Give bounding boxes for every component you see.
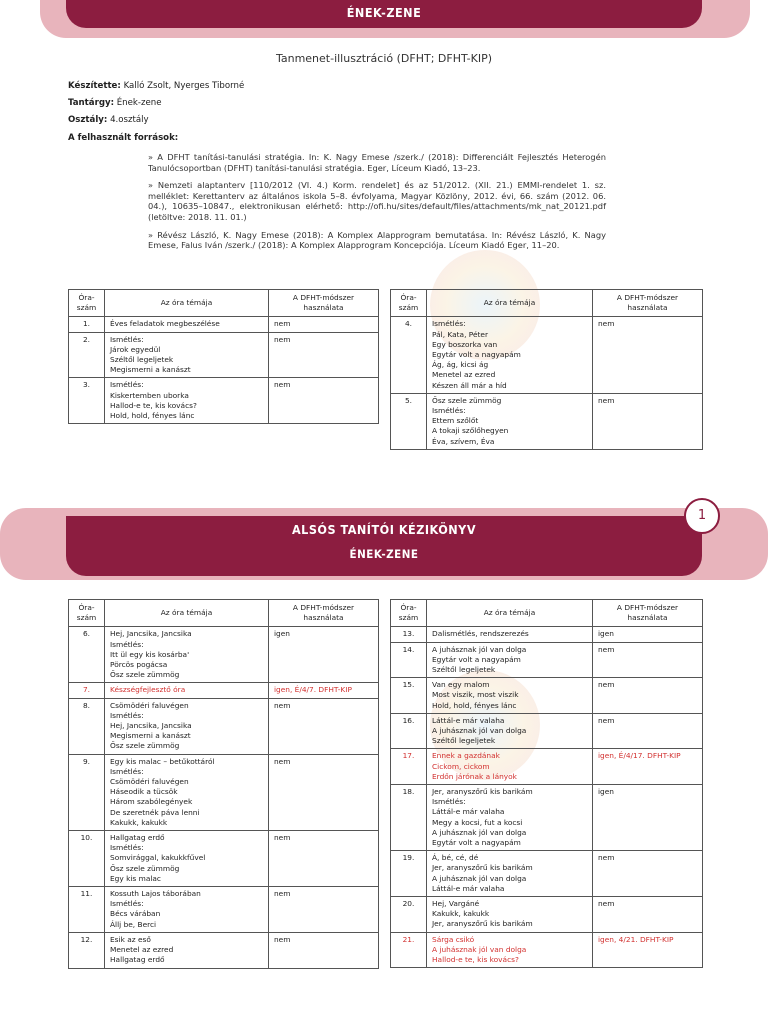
- lesson-number: 2.: [69, 332, 105, 378]
- table-row: [391, 713, 703, 749]
- table-row: [69, 831, 379, 887]
- lesson-number: 21.: [391, 932, 427, 968]
- table-row: [69, 332, 379, 378]
- header-subject-top: [66, 0, 702, 28]
- dfht-method: nem: [593, 897, 703, 933]
- lesson-topic: Ismétlés: Pál, Kata, Péter Egy boszorka van Egytár volt a nagyapám Ág, ág, kicsi ág Menetel az ezred Készen áll már a híd: [427, 317, 593, 393]
- table-row: [69, 683, 379, 698]
- table-row: [69, 698, 379, 754]
- lesson-number: 13.: [391, 627, 427, 642]
- dfht-method: nem: [269, 317, 379, 332]
- header-bottom: [66, 516, 702, 576]
- source-item: » A DFHT tanítási-tanulási stratégia. In: K. Nagy Emese /szerk./ (2018): Differenciált Fejlesztés Heterogén Tanulócsoportban (DFHT) tanítási-tanulási stratégia. Eger, Líceum Kiadó, 13–23.: [148, 152, 606, 173]
- lesson-topic: Jer, aranyszőrű kis barikám Ismétlés: Láttál-e már valaha Megy a kocsi, fut a kocsi A juhásznak jól van dolga Egytár volt a nagyapám: [427, 785, 593, 851]
- lesson-topic: Hallgatag erdő Ismétlés: Somvirággal, kakukkfűvel Ősz szele zümmög Egy kis malac: [105, 831, 269, 887]
- lesson-number: 16.: [391, 713, 427, 749]
- table-row: [69, 887, 379, 933]
- dfht-method: nem: [593, 642, 703, 678]
- lesson-topic: Sárga csikó A juhásznak jól van dolga Hallod-e te, kis kovács?: [427, 932, 593, 968]
- meta-author: [68, 81, 244, 91]
- table-row: [391, 897, 703, 933]
- header-lesson-topic: Az óra témája: [105, 600, 269, 627]
- lesson-number: 7.: [69, 683, 105, 698]
- header-dfht-method: A DFHT-módszer használata: [269, 290, 379, 317]
- dfht-method: igen, É/4/17. DFHT-KIP: [593, 749, 703, 785]
- header-lesson-topic: Az óra témája: [427, 290, 593, 317]
- table-header-row: [391, 600, 703, 627]
- table-row: [69, 627, 379, 683]
- dfht-method: nem: [593, 393, 703, 449]
- lesson-topic: Hej, Vargáné Kakukk, kakukk Jer, aranyszőrű kis barikám: [427, 897, 593, 933]
- lesson-topic: Ennek a gazdának Cickom, cickom Erdőn járónak a lányok: [427, 749, 593, 785]
- lesson-number: 11.: [69, 887, 105, 933]
- lesson-topic: Van egy malom Most viszik, most viszik Hold, hold, fényes lánc: [427, 678, 593, 714]
- subject-title: ÉNEK-ZENE: [349, 547, 419, 561]
- lesson-number: 3.: [69, 378, 105, 424]
- meta-class-label: Osztály:: [68, 115, 108, 125]
- lesson-number: 18.: [391, 785, 427, 851]
- table-row: [391, 851, 703, 897]
- table-header-row: [69, 600, 379, 627]
- lesson-topic: Ősz szele zümmög Ismétlés: Ettem szőlőt A tokaji szőlőhegyen Éva, szívem, Éva: [427, 393, 593, 449]
- dfht-method: nem: [269, 887, 379, 933]
- lesson-topic: Á, bé, cé, dé Jer, aranyszőrű kis barikám A juhásznak jól van dolga Láttál-e már valaha: [427, 851, 593, 897]
- header-lesson-number: Óra- szám: [391, 290, 427, 317]
- header-lesson-number: Óra- szám: [69, 290, 105, 317]
- lesson-table-1: [68, 289, 379, 424]
- table-row: [391, 393, 703, 449]
- lesson-table-4: [390, 599, 703, 968]
- meta-author-label: Készítette:: [68, 81, 121, 91]
- dfht-method: nem: [269, 378, 379, 424]
- lesson-number: 9.: [69, 754, 105, 830]
- lesson-number: 19.: [391, 851, 427, 897]
- table-row: [391, 317, 703, 393]
- dfht-method: igen: [593, 627, 703, 642]
- dfht-method: igen, É/4/7. DFHT-KIP: [269, 683, 379, 698]
- dfht-method: nem: [269, 332, 379, 378]
- dfht-method: nem: [593, 713, 703, 749]
- lesson-topic: Ismétlés: Járok egyedül Széltől legeljetek Megismerni a kanászt: [105, 332, 269, 378]
- table-row: [69, 932, 379, 968]
- dfht-method: nem: [269, 831, 379, 887]
- subject-title: ÉNEK-ZENE: [346, 5, 422, 20]
- dfht-method: igen: [269, 627, 379, 683]
- page-number: 1: [684, 498, 720, 534]
- lesson-topic: Egy kis malac – betűkottáról Ismétlés: Csömödéri faluvégen Háseodik a tücsök Három szabólegények De szeretnék páva lenni Kakukk, kakukk: [105, 754, 269, 830]
- lesson-number: 12.: [69, 932, 105, 968]
- header-dfht-method: A DFHT-módszer használata: [269, 600, 379, 627]
- lesson-topic: Éves feladatok megbeszélése: [105, 317, 269, 332]
- lesson-topic: Kossuth Lajos táborában Ismétlés: Bécs várában Állj be, Berci: [105, 887, 269, 933]
- lesson-topic: Készségfejlesztő óra: [105, 683, 269, 698]
- source-item: » Révész László, K. Nagy Emese (2018): A Komplex Alapprogram bemutatása. In: Révész László, K. Nagy Emese, Falus Iván /szerk./ (2018): A Komplex Alapprogram Koncepciója. Líceum Kiadó Eger, 11–20.: [148, 229, 606, 251]
- table-row: [391, 785, 703, 851]
- dfht-method: nem: [593, 317, 703, 393]
- table-header-row: [69, 290, 379, 317]
- lesson-topic: A juhásznak jól van dolga Egytár volt a nagyapám Széltől legeljetek: [427, 642, 593, 678]
- source-item: » Nemzeti alaptanterv [110/2012 (VI. 4.) Korm. rendelet] és az 51/2012. (XII. 21.) EMMI-rendelet 1. sz. melléklet: Kerettanterv az általános iskola 5–8. évfolyama, Magyar Közlöny, 2012. évi, 66. szám (2012. 06. 04.), 10635–10847., elektronikusan elérhető: http://ofi.hu/sites/default/files/attachments/mk_nat_20121.pdf (letöltve: 2018. 11. 01.): [148, 180, 606, 222]
- lesson-number: 10.: [69, 831, 105, 887]
- meta-class: [68, 115, 149, 125]
- lesson-topic: Ismétlés: Kiskertemben uborka Hallod-e te, kis kovács? Hold, hold, fényes lánc: [105, 378, 269, 424]
- table-row: [69, 754, 379, 830]
- table-header-row: [391, 290, 703, 317]
- lesson-topic: Esik az eső Menetel az ezred Hallgatag erdő: [105, 932, 269, 968]
- sources-list: [148, 152, 606, 258]
- table-row: [391, 678, 703, 714]
- lesson-number: 20.: [391, 897, 427, 933]
- series-title: ALSÓS TANÍTÓI KÉZIKÖNYV: [291, 522, 477, 537]
- meta-sources: [68, 133, 178, 143]
- lesson-table-3: [68, 599, 379, 969]
- lesson-table-2: [390, 289, 703, 450]
- dfht-method: nem: [269, 698, 379, 754]
- lesson-topic: Csömödéri faluvégen Ismétlés: Hej, Jancsika, Jancsika Megismerni a kanászt Ősz szele zümmög: [105, 698, 269, 754]
- lesson-number: 4.: [391, 317, 427, 393]
- header-lesson-number: Óra- szám: [391, 600, 427, 627]
- meta-subject-value: Ének-zene: [116, 98, 162, 108]
- document-title: Tanmenet-illusztráció (DFHT; DFHT-KIP): [275, 52, 493, 65]
- dfht-method: nem: [269, 932, 379, 968]
- header-lesson-number: Óra- szám: [69, 600, 105, 627]
- dfht-method: igen: [593, 785, 703, 851]
- lesson-topic: Hej, Jancsika, Jancsika Ismétlés: Itt ül egy kis kosárba' Pörcös pogácsa Ősz szele zümmög: [105, 627, 269, 683]
- dfht-method: nem: [593, 851, 703, 897]
- table-row: [69, 317, 379, 332]
- meta-subject-label: Tantárgy:: [68, 98, 115, 108]
- meta-subject: [68, 98, 162, 108]
- lesson-number: 17.: [391, 749, 427, 785]
- lesson-topic: Láttál-e már valaha A juhásznak jól van dolga Széltől legeljetek: [427, 713, 593, 749]
- header-dfht-method: A DFHT-módszer használata: [593, 290, 703, 317]
- table-row: [391, 932, 703, 968]
- meta-class-value: 4.osztály: [110, 115, 149, 125]
- lesson-number: 5.: [391, 393, 427, 449]
- dfht-method: nem: [269, 754, 379, 830]
- header-lesson-topic: Az óra témája: [427, 600, 593, 627]
- lesson-number: 8.: [69, 698, 105, 754]
- lesson-topic: Dalismétlés, rendszerezés: [427, 627, 593, 642]
- lesson-number: 6.: [69, 627, 105, 683]
- table-row: [391, 627, 703, 642]
- dfht-method: nem: [593, 678, 703, 714]
- table-row: [391, 642, 703, 678]
- lesson-number: 1.: [69, 317, 105, 332]
- dfht-method: igen, 4/21. DFHT-KIP: [593, 932, 703, 968]
- meta-author-value: Kalló Zsolt, Nyerges Tiborné: [123, 81, 245, 91]
- header-lesson-topic: Az óra témája: [105, 290, 269, 317]
- header-dfht-method: A DFHT-módszer használata: [593, 600, 703, 627]
- table-row: [391, 749, 703, 785]
- meta-sources-label: A felhasznált források:: [68, 133, 179, 143]
- lesson-number: 15.: [391, 678, 427, 714]
- table-row: [69, 378, 379, 424]
- lesson-number: 14.: [391, 642, 427, 678]
